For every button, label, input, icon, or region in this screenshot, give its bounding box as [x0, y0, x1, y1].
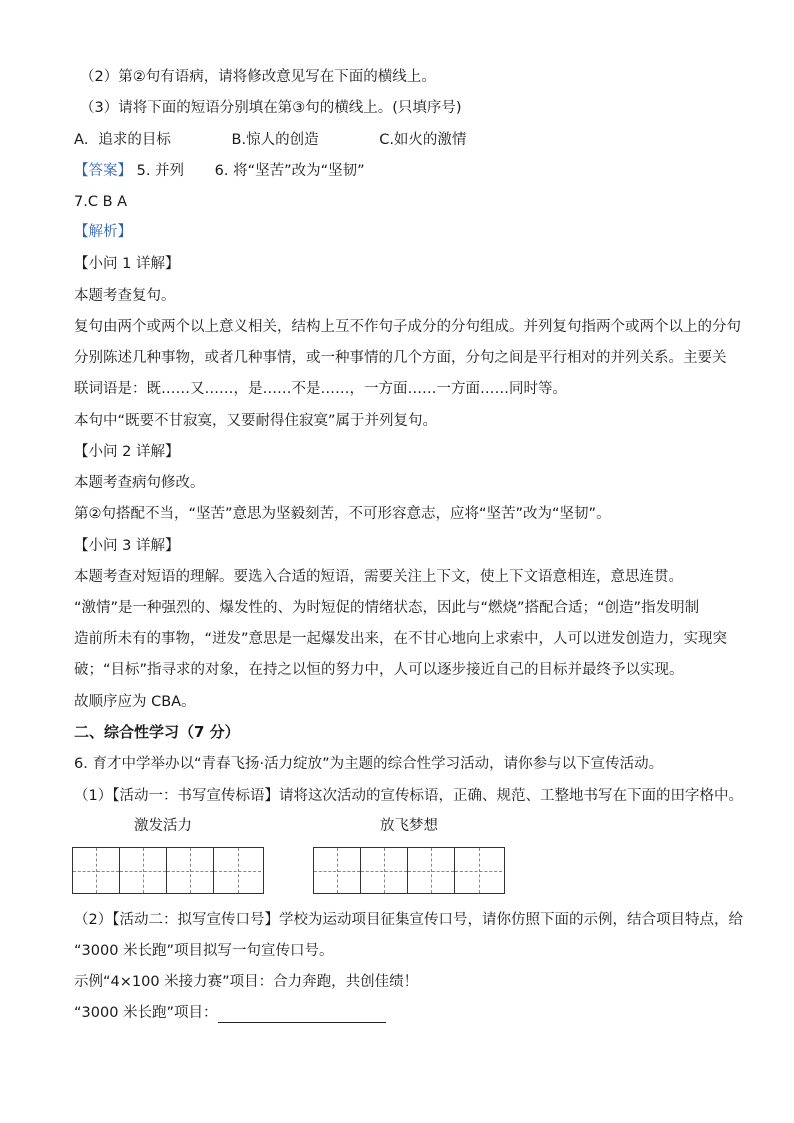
- option-b: B.惊人的创造: [231, 132, 319, 148]
- analysis-text: 第②句搭配不当，“坚苦”意思为坚毅刻苦，不可形容意志，应将“坚苦”改为“坚韧”。: [74, 506, 611, 522]
- options-row: [74, 130, 466, 150]
- grid-cell[interactable]: [120, 848, 167, 893]
- analysis-text: 联词语是：既……又……，是……不是……，一方面……一方面……同时等。: [74, 381, 567, 397]
- question-6-1: （1）【活动一：书写宣传标语】请将这次活动的宣传标语，正确、规范、工整地书写在下面的田字格中。: [74, 788, 743, 804]
- question-3: （3）请将下面的短语分别填在第③句的横线上。(只填序号): [80, 100, 462, 116]
- subquestion-2-heading: 【小问 2 详解】: [74, 444, 180, 460]
- analysis-text: 破；“目标”指寻求的对象，在持之以恒的努力中，人可以逐步接近自己的目标并最终予以实现。: [74, 662, 684, 678]
- grid-cell[interactable]: [73, 848, 120, 893]
- analysis-text: 分别陈述几种事物，或者几种事情，或一种事情的几个方面，分句之间是平行相对的并列关系。主要关: [74, 350, 727, 366]
- grid-cell[interactable]: [167, 848, 214, 893]
- answer-blank[interactable]: [218, 1006, 386, 1023]
- question-6-2-line1: （2）【活动二：拟写宣传口号】学校为运动项目征集宣传口号，请你仿照下面的示例，结合项目特点，给: [74, 912, 743, 928]
- example-text: 示例“4×100 米接力赛”项目：合力奔跑，共创佳绩！: [74, 974, 419, 990]
- subquestion-3-heading: 【小问 3 详解】: [74, 538, 180, 554]
- answer-6: 6. 将“坚苦”改为“坚韧”: [214, 163, 365, 179]
- grid-cell[interactable]: [455, 848, 502, 893]
- subquestion-1-heading: 【小问 1 详解】: [74, 256, 180, 272]
- analysis-text: 复句由两个或两个以上意义相关，结构上互不作句子成分的分句组成。并列复句指两个或两个以上的分句: [74, 319, 741, 335]
- writing-grid-right: [313, 847, 505, 894]
- question-2: （2）第②句有语病，请将修改意见写在下面的横线上。: [80, 69, 436, 85]
- analysis-text: 本题考查复句。: [74, 288, 176, 304]
- option-a: A．追求的目标: [74, 132, 171, 148]
- analysis-text: 本题考查对短语的理解。要选入合适的短语，需要关注上下文，使上下文语意相连，意思连贯。: [74, 569, 683, 585]
- option-c: C.如火的激情: [379, 132, 467, 148]
- fill-line: [74, 1003, 386, 1023]
- slogan-left-label: 激发活力: [134, 818, 192, 834]
- grid-cell[interactable]: [314, 848, 361, 893]
- slogan-right-label: 放飞梦想: [380, 818, 438, 834]
- section-heading: 二、综合性学习（7 分）: [74, 723, 240, 741]
- question-6-2-line2: “3000 米长跑”项目拟写一句宣传口号。: [74, 943, 334, 959]
- analysis-text: “激情”是一种强烈的、爆发性的、为时短促的情绪状态，因此与“燃烧”搭配合适；“创造”指发明制: [74, 600, 700, 616]
- grid-cell[interactable]: [214, 848, 261, 893]
- analysis-tag: 【解析】: [74, 224, 132, 240]
- analysis-text: 本题考查病句修改。: [74, 475, 205, 491]
- question-6: 6. 育才中学举办以“青春飞扬·活力绽放”为主题的综合性学习活动，请你参与以下宣传活动。: [74, 756, 664, 772]
- analysis-text: 本句中“既要不甘寂寞，又要耐得住寂寞”属于并列复句。: [74, 413, 438, 429]
- fill-prefix: “3000 米长跑”项目：: [74, 1005, 218, 1021]
- analysis-text: 故顺序应为 CBA。: [74, 694, 196, 710]
- analysis-text: 造前所未有的事物，“迸发”意思是一起爆发出来，在不甘心地向上求索中，人可以迸发创造力，实现突: [74, 631, 728, 647]
- grid-cell[interactable]: [408, 848, 455, 893]
- writing-grid-left: [72, 847, 264, 894]
- answer-tag: 【答案】: [74, 163, 132, 179]
- answer-row: [74, 161, 365, 181]
- grid-cell[interactable]: [361, 848, 408, 893]
- answer-5: 5. 并列: [136, 163, 185, 179]
- answer-7: 7.C B A: [74, 194, 128, 210]
